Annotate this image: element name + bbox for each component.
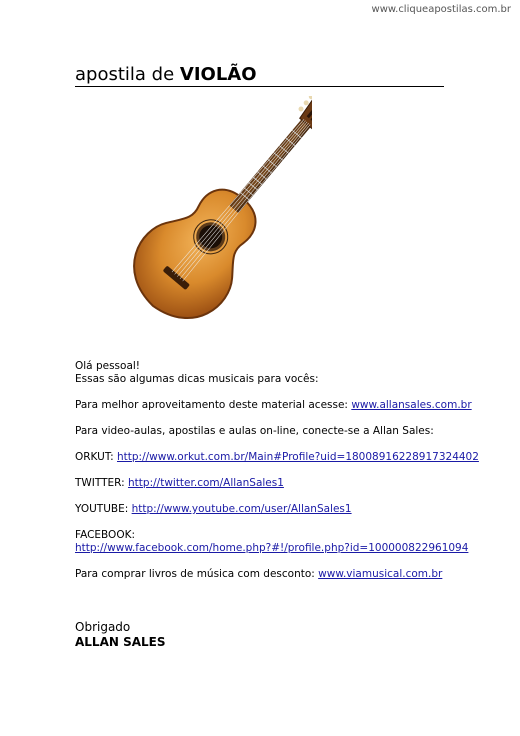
author-name: ALLAN SALES (75, 635, 166, 649)
twitter-line (75, 477, 505, 490)
intro: Essas são algumas dicas musicais para vocês: (75, 373, 319, 385)
twitter-label: TWITTER: (75, 477, 129, 489)
twitter-link[interactable]: http://twitter.com/AllanSales1 (128, 477, 284, 489)
greeting-block (75, 360, 505, 386)
facebook-line (75, 529, 505, 555)
signoff (75, 620, 166, 650)
material-line (75, 399, 505, 412)
facebook-link[interactable]: http://www.facebook.com/home.php?#!/profile.php?id=100000822961094 (75, 542, 469, 554)
thanks-text: Obrigado (75, 620, 131, 634)
guitar-image (108, 96, 312, 336)
youtube-label: YOUTUBE: (75, 503, 132, 515)
books-line (75, 568, 505, 581)
orkut-line (75, 451, 505, 464)
youtube-line (75, 503, 505, 516)
orkut-link[interactable]: http://www.orkut.com.br/Main#Profile?uid=18008916228917324402 (117, 451, 479, 463)
facebook-label: FACEBOOK: (75, 529, 136, 541)
content (75, 360, 505, 594)
title-prefix: apostila de (75, 64, 180, 85)
orkut-label: ORKUT: (75, 451, 117, 463)
greeting: Olá pessoal! (75, 360, 141, 372)
allansales-link[interactable]: www.allansales.com.br (351, 399, 472, 411)
title-bold: VIOLÃO (179, 64, 257, 85)
youtube-link[interactable]: http://www.youtube.com/user/AllanSales1 (131, 503, 352, 515)
books-text: Para comprar livros de música com desconto: (75, 568, 319, 580)
viamusical-link[interactable]: www.viamusical.com.br (318, 568, 443, 580)
page-title (75, 64, 444, 87)
connect-line: Para video-aulas, apostilas e aulas on-line, conecte-se a Allan Sales: (75, 425, 434, 437)
material-text: Para melhor aproveitamento deste material acesse: (75, 399, 352, 411)
site-url: www.cliqueapostilas.com.br (371, 4, 511, 15)
